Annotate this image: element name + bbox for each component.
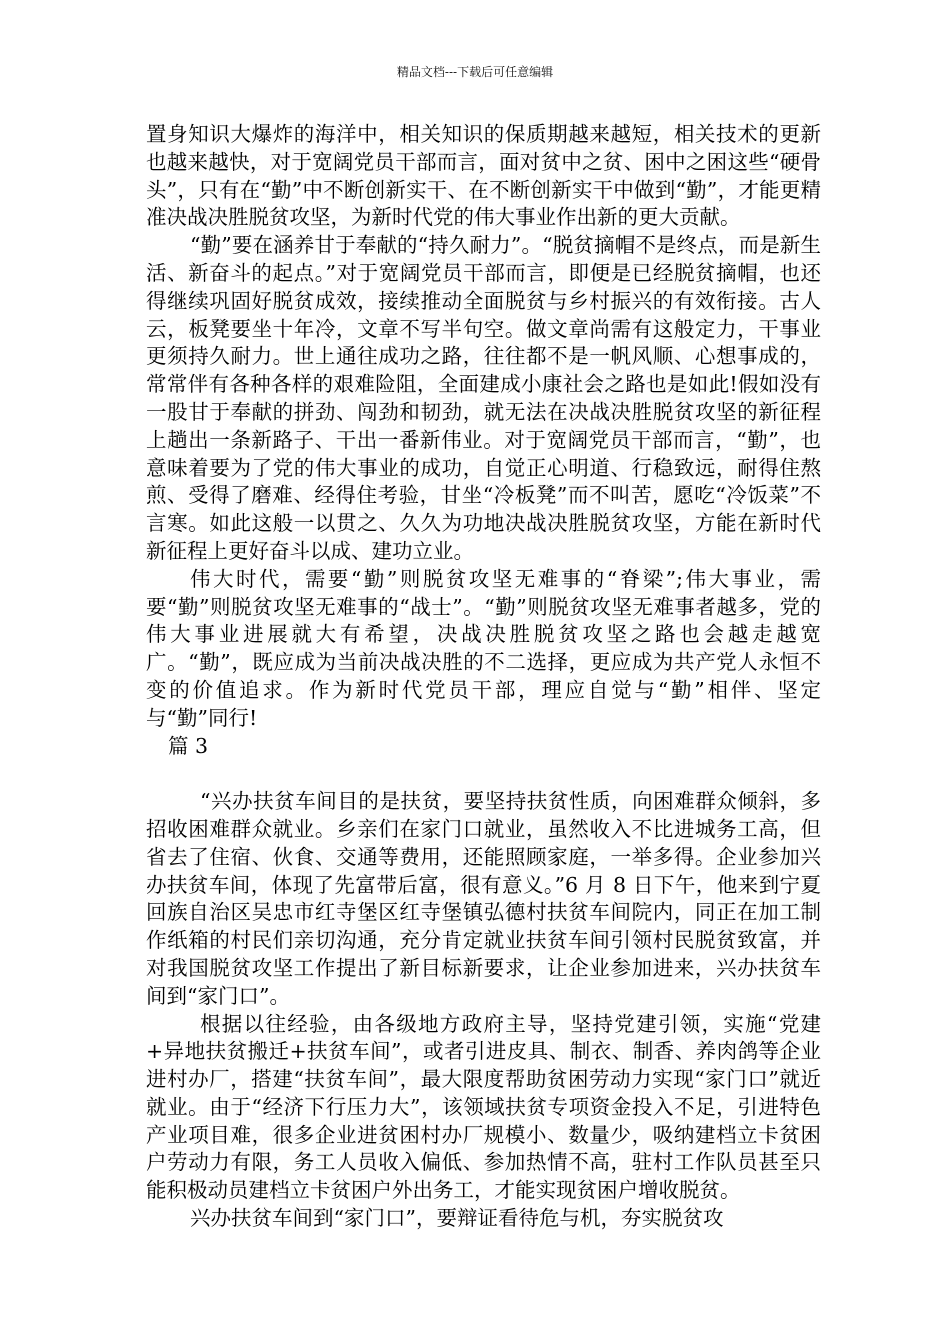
section-paragraph-1: “兴办扶贫车间目的是扶贫，要坚持扶贫性质，向困难群众倾斜，多招收困难群众就业。乡亲们在家门口就业，虽然收入不比进城务工高，但省去了住宿、伙食、交通等费用，还能照顾家庭，一举多得。企业参加兴办扶贫车间，体现了先富带后富，很有意义。”6 月 8 日下午，他来到宁夏回族自治区吴忠市红寺堡区红寺堡镇弘德村扶贫车间院内，同正在加工制作纸箱的村民们亲切沟通，充分肯定就业扶贫车间引领村民脱贫致富，并对我国脱贫攻坚工作提出了新目标新要求，让企业参加进来，兴办扶贫车间到“家门口”。	[146, 789, 821, 1008]
paragraph-3: 伟大时代，需要“勤”则脱贫攻坚无难事的“脊梁”;伟大事业，需要“勤”则脱贫攻坚无难事的“战士”。“勤”则脱贫攻坚无难事者越多，党的伟大事业进展就大有希望，决战决胜脱贫攻坚之路也会越走越宽广。“勤”，既应成为当前决战决胜的不二选择，更应成为共产党人永恒不变的价值追求。作为新时代党员干部，理应自觉与“勤”相伴、坚定与“勤”同行!	[146, 566, 821, 730]
document-body	[146, 121, 821, 1233]
paragraph-1: 置身知识大爆炸的海洋中，相关知识的保质期越来越短，相关技术的更新也越来越快，对于宽阔党员干部而言，面对贫中之贫、困中之困这些“硬骨头”，只有在“勤”中不断创新实干、在不断创新实干中做到“勤”，才能更精准决战决胜脱贫攻坚，为新时代党的伟大事业作出新的更大贡献。	[146, 122, 821, 230]
section-paragraph-2: 根据以往经验，由各级地方政府主导，坚持党建引领，实施“党建+异地扶贫搬迁+扶贫车间”，或者引进皮具、制衣、制香、养肉鸽等企业进村办厂，搭建“扶贫车间”，最大限度帮助贫困劳动力实现“家门口”就近就业。由于“经济下行压力大”，该领域扶贫专项资金投入不足，引进特色产业项目难，很多企业进贫困村办厂规模小、数量少，吸纳建档立卡贫困户劳动力有限，务工人员收入偏低、参加热情不高，驻村工作队员甚至只能积极动员建档立卡贫困户外出务工，才能实现贫困户增收脱贫。	[146, 1011, 821, 1203]
section-paragraph-3: 兴办扶贫车间到“家门口”，要辩证看待危与机，夯实脱贫攻	[190, 1206, 724, 1231]
paragraph-2: “勤”要在涵养甘于奉献的“持久耐力”。“脱贫摘帽不是终点，而是新生活、新奋斗的起点。”对于宽阔党员干部而言，即便是已经脱贫摘帽，也还得继续巩固好脱贫成效，接续推动全面脱贫与乡村振兴的有效衔接。古人云，板凳要坐十年冷，文章不写半句空。做文章尚需有这般定力，干事业更须持久耐力。世上通往成功之路，往往都不是一帆风顺、心想事成的，常常伴有各种各样的艰难险阻，全面建成小康社会之路也是如此!假如没有一股甘于奉献的拼劲、闯劲和韧劲，就无法在决战决胜脱贫攻坚的新征程上趟出一条新路子、干出一番新伟业。对于宽阔党员干部而言，“勤”，也意味着要为了党的伟大事业的成功，自觉正心明道、行稳致远，耐得住熬煎、受得了磨难、经得住考验，甘坐“冷板凳”而不叫苦，愿吃“冷饭菜”不言寒。如此这般一以贯之、久久为功地决战决胜脱贫攻坚，方能在新时代新征程上更好奋斗以成、建功立业。	[146, 233, 821, 563]
page-header: 精品文档---下载后可任意编辑	[396, 65, 554, 79]
section-title: 篇 3	[168, 733, 209, 758]
blank-line	[146, 760, 821, 788]
